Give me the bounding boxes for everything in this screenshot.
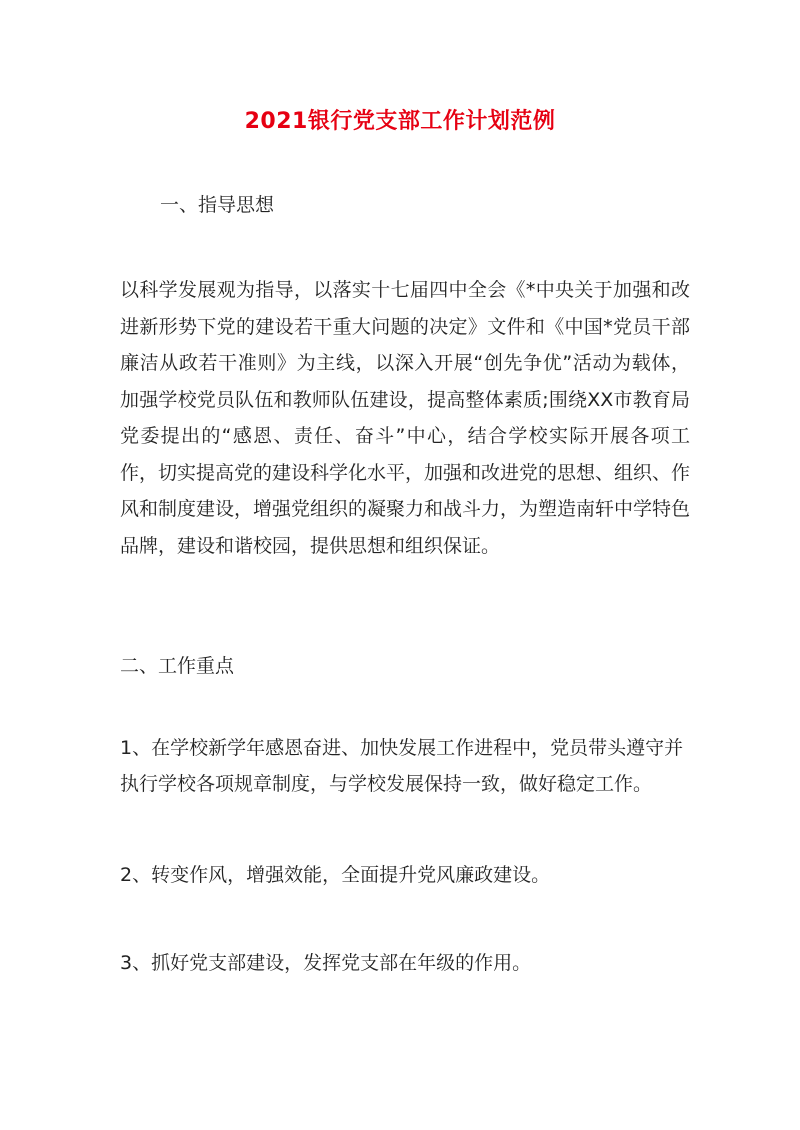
work-focus-item: 2、转变作风，增强效能，全面提升党风廉政建设。 bbox=[120, 864, 551, 886]
section-heading-work-focus: 二、工作重点 bbox=[120, 655, 235, 677]
document-title: 2021银行党支部工作计划范例 bbox=[244, 109, 556, 134]
section-paragraph-guiding-ideology: 以科学发展观为指导，以落实十七届四中全会《*中央关于加强和改进新形势下党的建设若干重大问题的决定》文件和《中国*党员干部廉洁从政若干准则》为主线，以深入开展“创先争优”活动为载体，加强学校党员队伍和教师队伍建设，提高整体素质;围绕XX市教育局党委提出的“感恩、责任、奋斗”中心，结合学校实际开展各项工作，切实提高党的建设科学化水平，加强和改进党的思想、组织、作风和制度建设，增强党组织的凝聚力和战斗力，为塑造南轩中学特色品牌，建设和谐校园，提供思想和组织保证。 bbox=[120, 279, 691, 557]
section-heading-guiding-ideology: 一、指导思想 bbox=[160, 194, 275, 216]
work-focus-item: 3、抓好党支部建设，发挥党支部在年级的作用。 bbox=[120, 952, 532, 974]
work-focus-item: 1、在学校新学年感恩奋进、加快发展工作进程中，党员带头遵守并执行学校各项规章制度，与学校发展保持一致，做好稳定工作。 bbox=[120, 737, 684, 795]
